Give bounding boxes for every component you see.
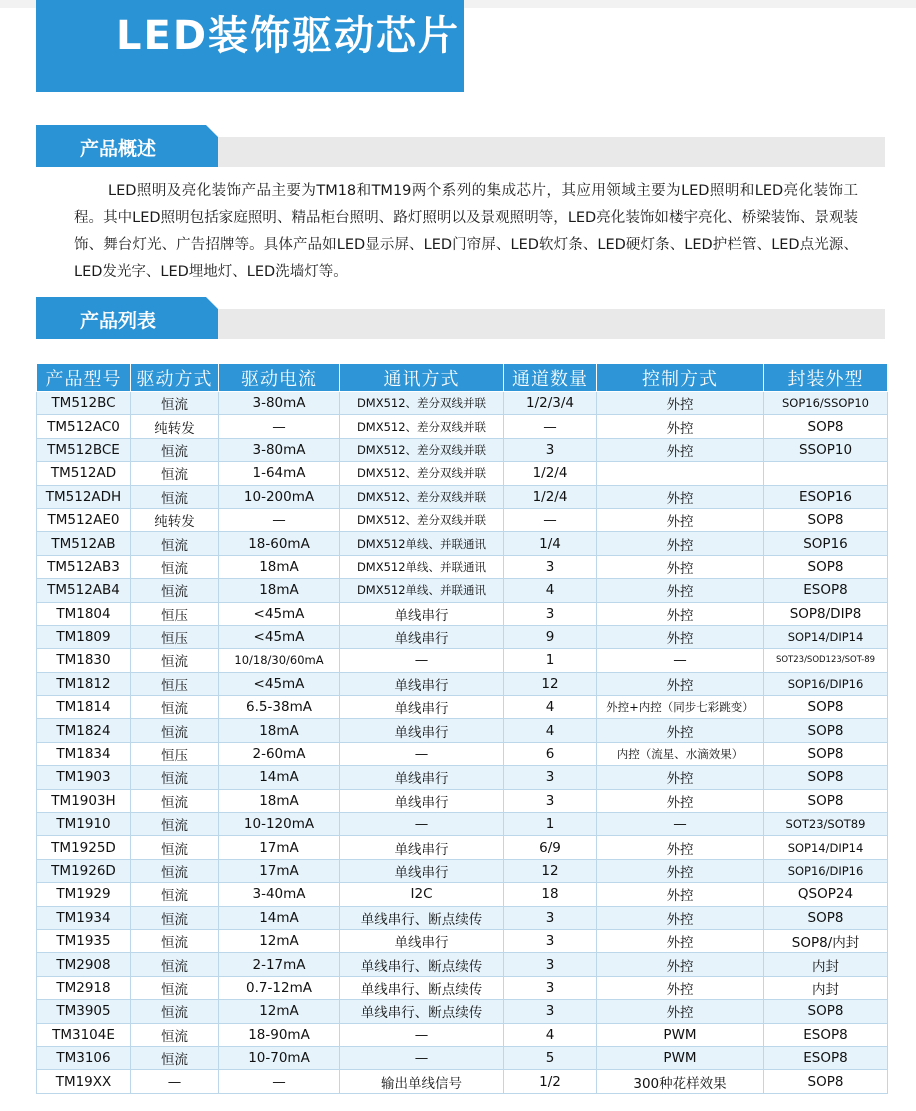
cell-control: 外控 (597, 766, 764, 789)
cell-channels: 3 (504, 929, 597, 952)
cell-communication: — (340, 742, 504, 765)
cell-control: 外控 (597, 906, 764, 929)
cell-control: 外控 (597, 485, 764, 508)
cell-communication: 单线串行 (340, 766, 504, 789)
cell-model: TM1903 (37, 766, 131, 789)
cell-channels: 1/4 (504, 532, 597, 555)
table-row (37, 859, 888, 882)
cell-drive-mode: 恒流 (131, 766, 219, 789)
cell-package: SOP8 (764, 555, 888, 578)
cell-control: 外控 (597, 625, 764, 648)
cell-drive-current: 2-60mA (219, 742, 340, 765)
table-row (37, 1046, 888, 1069)
cell-drive-mode: 恒压 (131, 672, 219, 695)
cell-communication: — (340, 1023, 504, 1046)
cell-communication: — (340, 1046, 504, 1069)
cell-channels: 3 (504, 555, 597, 578)
cell-drive-current: 12mA (219, 1000, 340, 1023)
cell-drive-current: 3-80mA (219, 392, 340, 415)
cell-drive-mode: 恒流 (131, 462, 219, 485)
table-row (37, 883, 888, 906)
cell-channels: 3 (504, 602, 597, 625)
cell-drive-mode: 纯转发 (131, 415, 219, 438)
cell-package: SOP14/DIP14 (764, 836, 888, 859)
cell-communication: 单线串行 (340, 929, 504, 952)
cell-drive-mode: 恒流 (131, 696, 219, 719)
cell-channels: 3 (504, 1000, 597, 1023)
section-header-rule (211, 137, 885, 167)
cell-control: 外控 (597, 392, 764, 415)
table-row (37, 602, 888, 625)
cell-model: TM1824 (37, 719, 131, 742)
cell-package: SOP8 (764, 766, 888, 789)
cell-drive-current: 1-64mA (219, 462, 340, 485)
cell-model: TM3104E (37, 1023, 131, 1046)
cell-channels: 3 (504, 976, 597, 999)
cell-drive-current: 10-120mA (219, 813, 340, 836)
cell-control: 外控 (597, 976, 764, 999)
cell-communication: 单线串行 (340, 859, 504, 882)
cell-package: QSOP24 (764, 883, 888, 906)
cell-package: SSOP10 (764, 438, 888, 461)
cell-model: TM512AD (37, 462, 131, 485)
cell-drive-current: 10-70mA (219, 1046, 340, 1069)
cell-communication: — (340, 649, 504, 672)
table-row (37, 438, 888, 461)
cell-drive-current: — (219, 415, 340, 438)
cell-model: TM1804 (37, 602, 131, 625)
cell-channels: 4 (504, 696, 597, 719)
cell-drive-current: 18-60mA (219, 532, 340, 555)
cell-model: TM512AC0 (37, 415, 131, 438)
cell-control: 内控（流星、水滴效果） (597, 742, 764, 765)
cell-model: TM512BC (37, 392, 131, 415)
cell-communication: 单线串行 (340, 602, 504, 625)
column-header-drive-mode: 驱动方式 (131, 364, 219, 392)
cell-channels: 12 (504, 859, 597, 882)
cell-package: SOP14/DIP14 (764, 625, 888, 648)
cell-control: 外控 (597, 883, 764, 906)
cell-control: 外控 (597, 579, 764, 602)
cell-control: 外控 (597, 602, 764, 625)
cell-package: SOP8 (764, 508, 888, 531)
table-row (37, 696, 888, 719)
cell-drive-current: 6.5-38mA (219, 696, 340, 719)
cell-control: 外控 (597, 836, 764, 859)
cell-drive-current: 12mA (219, 929, 340, 952)
cell-drive-current: 0.7-12mA (219, 976, 340, 999)
cell-drive-current: 17mA (219, 859, 340, 882)
cell-control: 外控 (597, 508, 764, 531)
cell-channels: 6 (504, 742, 597, 765)
title-banner (36, 0, 464, 92)
cell-package: SOP16/SSOP10 (764, 392, 888, 415)
table-row (37, 625, 888, 648)
cell-communication: DMX512、差分双线并联 (340, 462, 504, 485)
table-row (37, 649, 888, 672)
cell-package: ESOP8 (764, 1046, 888, 1069)
cell-communication: 单线串行 (340, 789, 504, 812)
cell-communication: 输出单线信号 (340, 1070, 504, 1093)
table-row (37, 719, 888, 742)
cell-model: TM512AB (37, 532, 131, 555)
cell-drive-mode: 恒流 (131, 836, 219, 859)
cell-model: TM1926D (37, 859, 131, 882)
cell-channels: 1 (504, 813, 597, 836)
cell-drive-mode: 恒流 (131, 976, 219, 999)
cell-model: TM1830 (37, 649, 131, 672)
cell-communication: — (340, 813, 504, 836)
cell-drive-current: 3-40mA (219, 883, 340, 906)
cell-communication: 单线串行 (340, 696, 504, 719)
cell-drive-current: 2-17mA (219, 953, 340, 976)
cell-package: ESOP16 (764, 485, 888, 508)
cell-channels: 3 (504, 438, 597, 461)
cell-drive-mode: 恒流 (131, 555, 219, 578)
cell-control: 外控 (597, 415, 764, 438)
table-body (37, 392, 888, 1094)
cell-communication: DMX512单线、并联通讯 (340, 579, 504, 602)
cell-model: TM1929 (37, 883, 131, 906)
cell-model: TM2918 (37, 976, 131, 999)
cell-package: 内封 (764, 976, 888, 999)
cell-package: SOP8/DIP8 (764, 602, 888, 625)
overview-paragraph: LED照明及亮化装饰产品主要为TM18和TM19两个系列的集成芯片，其应用领域主要为LED照明和LED亮化装饰工程。其中LED照明包括家庭照明、精品柜台照明、路灯照明以及景观照明等，LED亮化装饰如楼宇亮化、桥梁装饰、景观装饰、舞台灯光、广告招牌等。具体产品如LED显示屏、LED门帘屏、LED软灯条、LED硬灯条、LED护栏管、LED点光源、LED发光字、LED埋地灯、LED洗墙灯等。 (74, 183, 858, 280)
table-row (37, 532, 888, 555)
cell-control: 外控 (597, 953, 764, 976)
cell-channels: 3 (504, 906, 597, 929)
cell-model: TM1935 (37, 929, 131, 952)
table-row (37, 485, 888, 508)
cell-package: SOP8 (764, 906, 888, 929)
cell-channels: — (504, 415, 597, 438)
cell-control: 外控 (597, 555, 764, 578)
cell-drive-current: — (219, 508, 340, 531)
cell-channels: 4 (504, 1023, 597, 1046)
cell-channels: 1/2/4 (504, 462, 597, 485)
table-row (37, 579, 888, 602)
table-row (37, 392, 888, 415)
cell-channels: 6/9 (504, 836, 597, 859)
cell-model: TM3106 (37, 1046, 131, 1069)
cell-drive-mode: 恒流 (131, 953, 219, 976)
table-row (37, 462, 888, 485)
cell-channels: 1/2/4 (504, 485, 597, 508)
cell-channels: 12 (504, 672, 597, 695)
cell-drive-mode: 恒流 (131, 392, 219, 415)
cell-channels: 18 (504, 883, 597, 906)
cell-drive-mode: 恒流 (131, 1023, 219, 1046)
column-header-drive-current: 驱动电流 (219, 364, 340, 392)
cell-package: SOP16 (764, 532, 888, 555)
cell-channels: 3 (504, 953, 597, 976)
cell-control: PWM (597, 1046, 764, 1069)
cell-model: TM512AB4 (37, 579, 131, 602)
cell-model: TM1834 (37, 742, 131, 765)
cell-package: SOT23/SOT89 (764, 813, 888, 836)
cell-control: 外控+内控（同步七彩跳变） (597, 696, 764, 719)
cell-control: — (597, 649, 764, 672)
cell-communication: DMX512、差分双线并联 (340, 485, 504, 508)
cell-drive-mode: 恒流 (131, 859, 219, 882)
table-row (37, 929, 888, 952)
cell-drive-mode: 恒流 (131, 719, 219, 742)
cell-drive-mode: 恒流 (131, 813, 219, 836)
table-row (37, 1000, 888, 1023)
cell-communication: 单线串行、断点续传 (340, 906, 504, 929)
cell-drive-current: 18mA (219, 719, 340, 742)
cell-model: TM1809 (37, 625, 131, 648)
cell-communication: 单线串行 (340, 719, 504, 742)
cell-drive-current: 17mA (219, 836, 340, 859)
cell-drive-mode: 恒压 (131, 602, 219, 625)
cell-control (597, 462, 764, 485)
cell-control: 外控 (597, 438, 764, 461)
page-title: LED装饰驱动芯片 (116, 13, 461, 59)
cell-channels: 5 (504, 1046, 597, 1069)
cell-channels: 3 (504, 766, 597, 789)
cell-communication: 单线串行 (340, 672, 504, 695)
cell-model: TM512AB3 (37, 555, 131, 578)
cell-channels: 4 (504, 719, 597, 742)
cell-model: TM512AE0 (37, 508, 131, 531)
column-header-package: 封装外型 (764, 364, 888, 392)
cell-drive-mode: 恒流 (131, 789, 219, 812)
cell-channels: — (504, 508, 597, 531)
cell-model: TM1934 (37, 906, 131, 929)
table-row (37, 1023, 888, 1046)
cell-model: TM1925D (37, 836, 131, 859)
table-row (37, 555, 888, 578)
cell-drive-current: 10-200mA (219, 485, 340, 508)
section-title-product-list: 产品列表 (80, 310, 157, 332)
table-row (37, 789, 888, 812)
cell-control: 外控 (597, 532, 764, 555)
cell-control: 300种花样效果 (597, 1070, 764, 1093)
cell-package: SOP8 (764, 789, 888, 812)
column-header-communication: 通讯方式 (340, 364, 504, 392)
table-row (37, 1070, 888, 1093)
cell-drive-mode: 恒流 (131, 906, 219, 929)
cell-communication: 单线串行、断点续传 (340, 1000, 504, 1023)
cell-drive-mode: 恒压 (131, 625, 219, 648)
column-header-control: 控制方式 (597, 364, 764, 392)
cell-drive-current: 3-80mA (219, 438, 340, 461)
cell-communication: DMX512、差分双线并联 (340, 508, 504, 531)
cell-drive-current: — (219, 1070, 340, 1093)
section-header-overview (36, 125, 885, 167)
cell-model: TM3905 (37, 1000, 131, 1023)
table-row (37, 508, 888, 531)
cell-channels: 4 (504, 579, 597, 602)
cell-drive-current: 18mA (219, 555, 340, 578)
cell-communication: 单线串行、断点续传 (340, 976, 504, 999)
cell-model: TM2908 (37, 953, 131, 976)
cell-package: SOP8/内封 (764, 929, 888, 952)
cell-control: 外控 (597, 719, 764, 742)
cell-communication: DMX512、差分双线并联 (340, 438, 504, 461)
cell-package: SOP8 (764, 742, 888, 765)
cell-drive-current: 14mA (219, 906, 340, 929)
table-row (37, 813, 888, 836)
cell-drive-current: <45mA (219, 602, 340, 625)
cell-communication: 单线串行 (340, 625, 504, 648)
cell-drive-mode: 恒压 (131, 742, 219, 765)
table-row (37, 906, 888, 929)
cell-drive-current: <45mA (219, 672, 340, 695)
table-row (37, 836, 888, 859)
cell-drive-mode: 恒流 (131, 1046, 219, 1069)
cell-control: 外控 (597, 1000, 764, 1023)
cell-drive-mode: 恒流 (131, 649, 219, 672)
cell-package: SOP8 (764, 719, 888, 742)
cell-package: SOP8 (764, 415, 888, 438)
cell-drive-current: <45mA (219, 625, 340, 648)
cell-control: 外控 (597, 789, 764, 812)
table-row (37, 976, 888, 999)
cell-drive-mode: 恒流 (131, 929, 219, 952)
cell-drive-mode: 恒流 (131, 579, 219, 602)
cell-package: SOP16/DIP16 (764, 859, 888, 882)
cell-model: TM1903H (37, 789, 131, 812)
cell-package: SOP8 (764, 1070, 888, 1093)
cell-drive-mode: 恒流 (131, 883, 219, 906)
cell-communication: 单线串行、断点续传 (340, 953, 504, 976)
table-row (37, 766, 888, 789)
cell-model: TM19XX (37, 1070, 131, 1093)
cell-drive-mode: 纯转发 (131, 508, 219, 531)
cell-drive-mode: 恒流 (131, 1000, 219, 1023)
cell-drive-current: 10/18/30/60mA (219, 649, 340, 672)
cell-drive-mode: — (131, 1070, 219, 1093)
column-header-channels: 通道数量 (504, 364, 597, 392)
cell-package: SOP8 (764, 696, 888, 719)
cell-model: TM1814 (37, 696, 131, 719)
table-row (37, 672, 888, 695)
cell-drive-current: 18mA (219, 579, 340, 602)
cell-package: SOP8 (764, 1000, 888, 1023)
section-header-rule (211, 309, 885, 339)
cell-drive-mode: 恒流 (131, 438, 219, 461)
cell-package: ESOP8 (764, 1023, 888, 1046)
cell-package: SOP16/DIP16 (764, 672, 888, 695)
section-title-overview: 产品概述 (80, 138, 157, 160)
cell-model: TM512BCE (37, 438, 131, 461)
section-header-product-list (36, 297, 885, 339)
cell-package: SOT23/SOD123/SOT-89 (764, 649, 888, 672)
cell-channels: 9 (504, 625, 597, 648)
cell-model: TM512ADH (37, 485, 131, 508)
cell-communication: DMX512、差分双线并联 (340, 392, 504, 415)
cell-drive-current: 18-90mA (219, 1023, 340, 1046)
product-table (36, 363, 888, 1094)
table-row (37, 953, 888, 976)
cell-communication: 单线串行 (340, 836, 504, 859)
cell-communication: DMX512单线、并联通讯 (340, 555, 504, 578)
cell-channels: 3 (504, 789, 597, 812)
cell-package: 内封 (764, 953, 888, 976)
cell-communication: DMX512、差分双线并联 (340, 415, 504, 438)
cell-communication: DMX512单线、并联通讯 (340, 532, 504, 555)
cell-package: ESOP8 (764, 579, 888, 602)
cell-drive-mode: 恒流 (131, 532, 219, 555)
cell-control: PWM (597, 1023, 764, 1046)
table-row (37, 742, 888, 765)
table-row (37, 415, 888, 438)
cell-channels: 1 (504, 649, 597, 672)
cell-model: TM1910 (37, 813, 131, 836)
cell-communication: I2C (340, 883, 504, 906)
cell-drive-mode: 恒流 (131, 485, 219, 508)
cell-package (764, 462, 888, 485)
cell-control: 外控 (597, 859, 764, 882)
cell-control: 外控 (597, 929, 764, 952)
cell-drive-current: 14mA (219, 766, 340, 789)
cell-channels: 1/2/3/4 (504, 392, 597, 415)
cell-model: TM1812 (37, 672, 131, 695)
column-header-model: 产品型号 (37, 364, 131, 392)
cell-control: 外控 (597, 672, 764, 695)
cell-drive-current: 18mA (219, 789, 340, 812)
cell-channels: 1/2 (504, 1070, 597, 1093)
table-header-row (37, 364, 888, 392)
cell-control: — (597, 813, 764, 836)
